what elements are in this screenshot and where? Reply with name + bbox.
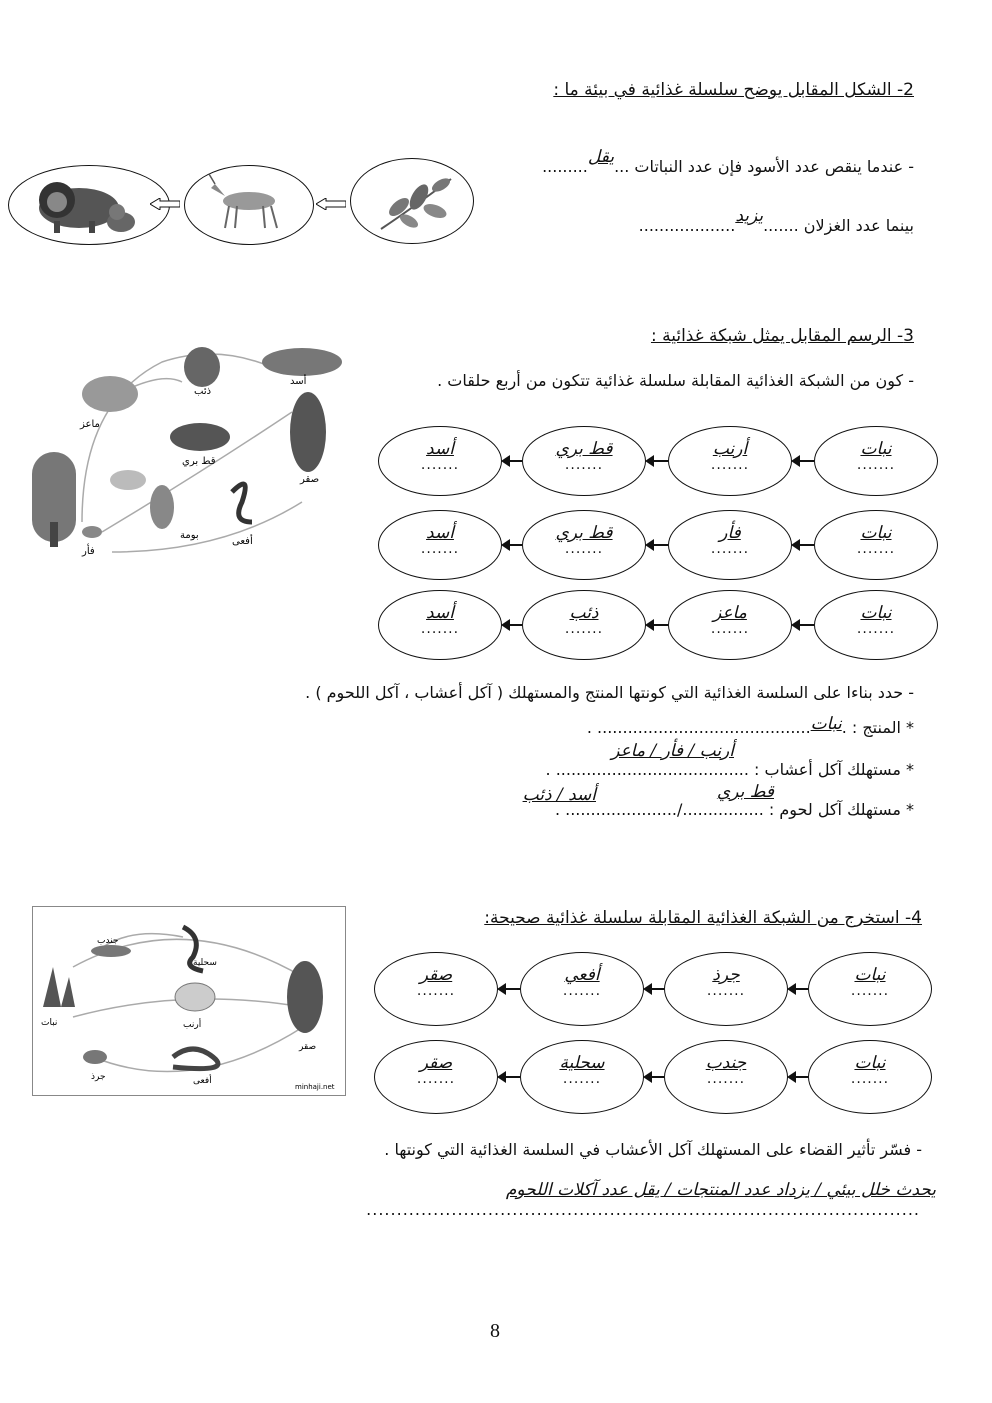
q3-instruction: - كون من الشبكة الغذائية المقابلة سلسلة غذائية تتكون من أربع حلقات . [437, 371, 914, 390]
chain-oval [814, 590, 938, 660]
chain-answer: نبات [860, 439, 892, 459]
chain-dots: ....... [562, 1071, 602, 1087]
chain-oval [522, 426, 646, 496]
chain-arrow [650, 1076, 664, 1078]
carnivore-answer-2: أسد / ذئب [522, 785, 596, 805]
chain-dots: ....... [856, 541, 896, 557]
gazelle-oval [184, 165, 314, 245]
q3-title: 3- الرسم المقابل يمثل شبكة غذائية : [650, 326, 914, 346]
q2-line2 [638, 206, 914, 236]
q2-line2-dots: ................... [638, 216, 736, 235]
producer-answer: نبات [810, 714, 842, 734]
chain-arrow [652, 624, 668, 626]
chain-arrow [652, 544, 668, 546]
plant-icon [351, 159, 473, 243]
chain-arrow [504, 1076, 520, 1078]
chain-oval [814, 426, 938, 496]
gazelle-icon [185, 166, 313, 244]
chain-dots: ....... [416, 983, 456, 999]
chain-answer: نبات [860, 603, 892, 623]
net-label: قط بري [182, 456, 216, 467]
chain-dots: ....... [850, 1071, 890, 1087]
chain-arrow [316, 195, 346, 207]
q3-producer-line [586, 714, 914, 738]
chain-dots: ....... [710, 541, 750, 557]
chain-oval [664, 952, 788, 1026]
chain-dots: ....... [850, 983, 890, 999]
q4-explain: - فسّر تأثير القضاء على المستهلك آكل الأعشاب في السلسة الغذائية التي كونتها . [384, 1140, 922, 1159]
net-label: صقر [299, 1042, 317, 1052]
chain-dots: ....... [416, 1071, 456, 1087]
q4-explain-dots: ........................................................................................... [366, 1200, 920, 1219]
chain-arrow [794, 988, 808, 990]
q3-task: - حدد بناءا على السلسة الغذائية التي كونتها المنتج والمستهلك ( آكل أعشاب ، آكل اللحوم ) . [305, 683, 914, 702]
chain-oval [374, 1040, 498, 1114]
chain-dots: ....... [564, 541, 604, 557]
chain-oval [520, 952, 644, 1026]
net-label: ماعز [80, 419, 100, 430]
chain-dots: ....... [420, 541, 460, 557]
q4-title: 4- استخرج من الشبكة الغذائية المقابلة سلسلة غذائية صحيحة: [484, 908, 922, 928]
net-label: ذئب [194, 386, 212, 397]
plant-oval [350, 158, 474, 244]
carnivore-answer-1: قط بري [716, 782, 774, 802]
chain-arrow [508, 544, 522, 546]
chain-arrow [794, 1076, 808, 1078]
chain-oval [668, 590, 792, 660]
herbivore-answer: أرنب / فأر / ماعز [611, 741, 734, 761]
page-number: 8 [490, 1320, 500, 1342]
q3-carnivore-line [555, 800, 914, 819]
chain-oval [668, 510, 792, 580]
chain-arrow [798, 544, 814, 546]
chain-dots: ....... [420, 621, 460, 637]
q3-food-web-image [22, 322, 350, 558]
q2-line1-answer: يقل [587, 147, 615, 167]
chain-dots: ....... [706, 1071, 746, 1087]
chain-oval [378, 510, 502, 580]
chain-answer: فأر [719, 523, 741, 543]
chain-oval [668, 426, 792, 496]
net-label: أسد [290, 376, 307, 387]
lion-icon [9, 166, 169, 244]
chain-oval [808, 952, 932, 1026]
net-label: نبات [41, 1018, 58, 1028]
chain-oval [374, 952, 498, 1026]
chain-oval [520, 1040, 644, 1114]
chain-dots: ....... [856, 457, 896, 473]
q2-line2-answer: يزيد [735, 206, 764, 226]
chain-dots: ....... [710, 621, 750, 637]
chain-arrow [650, 988, 664, 990]
q3-herbivore-line [546, 760, 914, 779]
chain-answer: ماعز [713, 603, 747, 623]
chain-oval [664, 1040, 788, 1114]
net-label: أفعى [232, 536, 253, 547]
chain-arrow [798, 460, 814, 462]
net-label: جندب [97, 936, 119, 946]
net-label: صقر [300, 474, 320, 485]
carnivore-dots: ................/...................... . [554, 800, 764, 819]
chain-oval [522, 510, 646, 580]
q2-line1-dots: ......... [542, 157, 588, 176]
chain-dots: ....... [562, 983, 602, 999]
chain-dots: ....... [706, 983, 746, 999]
chain-answer: نبات [854, 965, 886, 985]
net-label: أرنب [183, 1020, 202, 1030]
chain-dots: ....... [564, 457, 604, 473]
chain-answer: نبات [860, 523, 892, 543]
chain-answer: قط بري [555, 523, 613, 543]
chain-dots: ....... [564, 621, 604, 637]
chain-oval [378, 426, 502, 496]
q2-line1 [542, 147, 914, 177]
chain-answer: أسد [426, 603, 454, 623]
chain-dots: ....... [856, 621, 896, 637]
chain-arrow [798, 624, 814, 626]
chain-answer: صقر [419, 1053, 453, 1073]
chain-oval [378, 590, 502, 660]
chain-dots: ....... [420, 457, 460, 473]
q2-line2-text: بينما عدد الغزلان ....... [763, 216, 914, 235]
chain-arrow [504, 988, 520, 990]
net-label: جرذ [91, 1072, 106, 1082]
q2-title: 2- الشكل المقابل يوضح سلسلة غذائية في بيئة ما : [553, 80, 914, 100]
chain-arrow [150, 195, 180, 207]
producer-label: * المنتج : . [841, 718, 914, 737]
chain-answer: جرذ [712, 965, 740, 985]
producer-dots: .......................................... . [586, 718, 811, 737]
herbivore-label: * مستهلك آكل أعشاب : [754, 760, 914, 779]
q4-explain-answer: يحدث خلل بيئي / يزداد عدد المنتجات / يقل عدد آكلات اللحوم [505, 1180, 936, 1200]
net-label: فأر [82, 546, 95, 557]
chain-oval [814, 510, 938, 580]
net-label: أفعى [193, 1076, 212, 1086]
chain-answer: أرنب [712, 439, 748, 459]
carnivore-label: * مستهلك آكل لحوم : [768, 800, 914, 819]
chain-answer: أسد [426, 439, 454, 459]
q2-line1-text: - عندما ينقص عدد الأسود فإن عدد النباتات ... [614, 157, 914, 176]
chain-answer: جندب [705, 1053, 747, 1073]
chain-answer: قط بري [555, 439, 613, 459]
lion-oval [8, 165, 170, 245]
herbivore-dots: ...................................... . [545, 760, 749, 779]
chain-answer: أفعي [564, 965, 600, 985]
chain-answer: أسد [426, 523, 454, 543]
chain-arrow [508, 624, 522, 626]
chain-answer: نبات [854, 1053, 886, 1073]
watermark: minhaji.net [295, 1083, 335, 1091]
net-label: سحلية [193, 958, 217, 968]
chain-arrow [652, 460, 668, 462]
chain-answer: ذئب [569, 603, 599, 623]
q4-food-web-image [32, 906, 346, 1096]
chain-dots: ....... [710, 457, 750, 473]
chain-answer: سحلية [559, 1053, 605, 1073]
net-label: بومة [180, 530, 199, 541]
chain-arrow [508, 460, 522, 462]
chain-oval [808, 1040, 932, 1114]
chain-answer: صقر [419, 965, 453, 985]
chain-oval [522, 590, 646, 660]
